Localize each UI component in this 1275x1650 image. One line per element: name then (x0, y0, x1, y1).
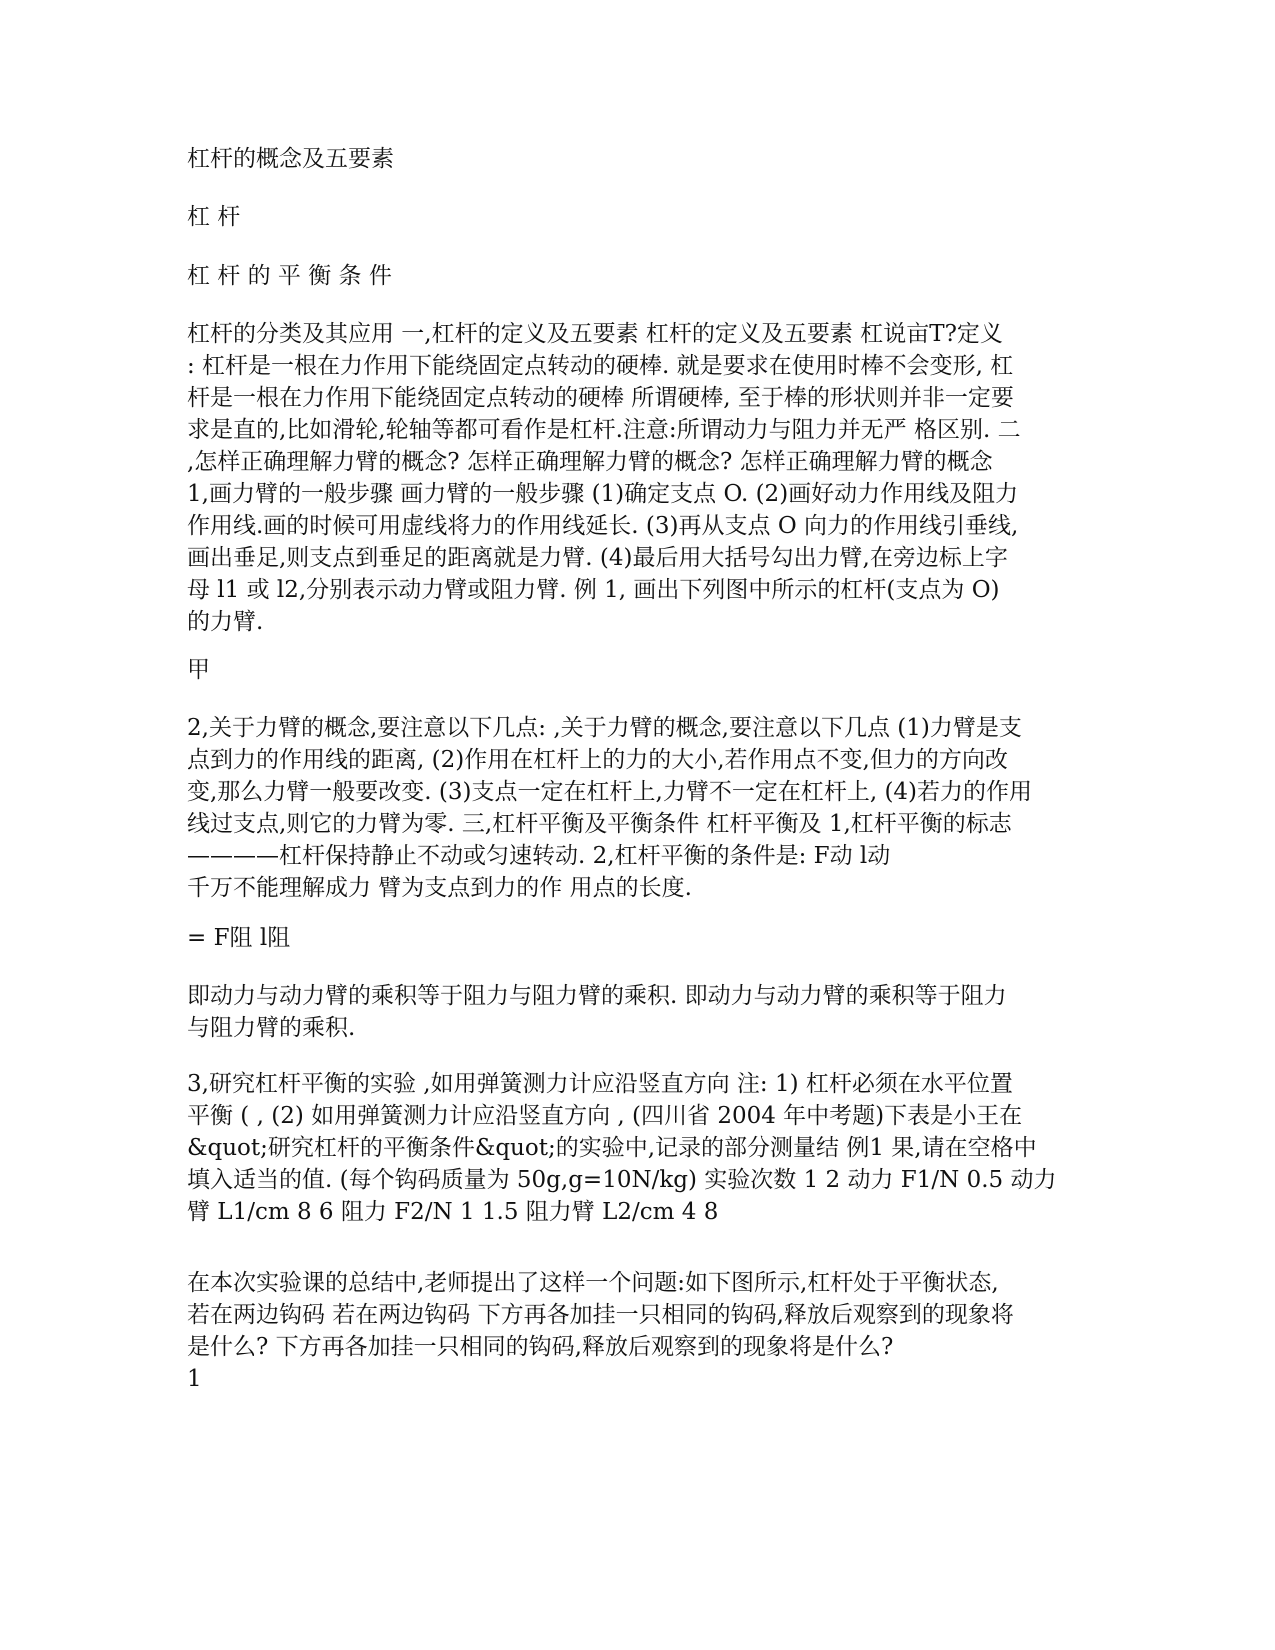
paragraph-line: 是什么? 下方再各加挂一只相同的钩码,释放后观察到的现象将是什么? (187, 1334, 894, 1360)
paragraph-line: : 杠杆是一根在力作用下能绕固定点转动的硬棒. 就是要求在使用时棒不会变形, 杠 (187, 353, 1014, 379)
paragraph-line: ,怎样正确理解力臂的概念? 怎样正确理解力臂的概念? 怎样正确理解力臂的概念 (187, 449, 993, 475)
paragraph-line: 母 l1 或 l2,分别表示动力臂或阻力臂. 例 1, 画出下列图中所示的杠杆(支点为 O) (187, 577, 1000, 603)
paragraph-line: 在本次实验课的总结中,老师提出了这样一个问题:如下图所示,杠杆处于平衡状态, (187, 1270, 999, 1296)
heading-text: 杠 杆 (187, 204, 241, 230)
page-number-text: 1 (187, 1366, 202, 1392)
paragraph-line: ————杠杆保持静止不动或匀速转动. 2,杠杆平衡的条件是: F动 l动 (187, 843, 891, 869)
paragraph-line: 杠杆的分类及其应用 一,杠杆的定义及五要素 杠杆的定义及五要素 杠说亩T?定义 (187, 321, 1003, 347)
paragraph-line: 即动力与动力臂的乘积等于阻力与阻力臂的乘积. 即动力与动力臂的乘积等于阻力 (187, 983, 1007, 1009)
paragraph-line: 3,研究杠杆平衡的实验 ,如用弹簧测力计应沿竖直方向 注: 1) 杠杆必须在水平位置 (187, 1071, 1013, 1097)
paragraph-line: 1,画力臂的一般步骤 画力臂的一般步骤 (1)确定支点 O. (2)画好动力作用线及阻力 (187, 481, 1019, 507)
paragraph-line: 若在两边钩码 若在两边钩码 下方再各加挂一只相同的钩码,释放后观察到的现象将 (187, 1302, 1014, 1328)
paragraph-definition (187, 318, 1087, 638)
paragraph-line: 变,那么力臂一般要改变. (3)支点一定在杠杆上,力臂不一定在杠杆上, (4)若力的作用 (187, 779, 1033, 805)
paragraph-line: 2,关于力臂的概念,要注意以下几点: ,关于力臂的概念,要注意以下几点 (1)力臂是支 (187, 715, 1022, 741)
paragraph-line: 平衡 ( , (2) 如用弹簧测力计应沿竖直方向 , (四川省 2004 年中考题)下表是小王在 (187, 1103, 1023, 1129)
heading-lever-concept (187, 143, 1087, 175)
heading-text: 杠杆的概念及五要素 (187, 146, 394, 172)
equation-text: = F阻 l阻 (187, 925, 291, 951)
figure-label-text: 甲 (187, 657, 210, 683)
paragraph-moment-arm-notes (187, 712, 1087, 904)
equation-resistance (187, 922, 1087, 954)
paragraph-line: 求是直的,比如滑轮,轮轴等都可看作是杠杆.注意:所谓动力与阻力并无严 格区别. 二 (187, 417, 1021, 443)
paragraph-line: 填入适当的值. (每个钩码质量为 50g,g=10N/kg) 实验次数 1 2 动力 F1/N 0.5 动力 (187, 1167, 1057, 1193)
page-number (187, 1363, 1087, 1395)
paragraph-line: 千万不能理解成力 臂为支点到力的作 用点的长度. (187, 875, 692, 901)
paragraph-line: 画出垂足,则支点到垂足的距离就是力臂. (4)最后用大括号勾出力臂,在旁边标上字 (187, 545, 1008, 571)
paragraph-experiment (187, 1068, 1087, 1228)
paragraph-line: 的力臂. (187, 609, 264, 635)
heading-lever (187, 201, 1087, 233)
paragraph-summary-question (187, 1267, 1087, 1363)
paragraph-line: 杆是一根在力作用下能绕固定点转动的硬棒 所谓硬棒, 至于棒的形状则并非一定要 (187, 385, 1014, 411)
paragraph-product-rule (187, 980, 1087, 1044)
heading-text: 杠 杆 的 平 衡 条 件 (187, 263, 392, 289)
paragraph-line: 与阻力臂的乘积. (187, 1015, 356, 1041)
figure-label-jia (187, 654, 1087, 686)
paragraph-line: &quot;研究杠杆的平衡条件&quot;的实验中,记录的部分测量结 例1 果,请在空格中 (187, 1135, 1037, 1161)
paragraph-line: 作用线.画的时候可用虚线将力的作用线延长. (3)再从支点 O 向力的作用线引垂线, (187, 513, 1019, 539)
paragraph-line: 线过支点,则它的力臂为零. 三,杠杆平衡及平衡条件 杠杆平衡及 1,杠杆平衡的标志 (187, 811, 1012, 837)
paragraph-line: 点到力的作用线的距离, (2)作用在杠杆上的力的大小,若作用点不变,但力的方向改 (187, 747, 1008, 773)
paragraph-line: 臂 L1/cm 8 6 阻力 F2/N 1 1.5 阻力臂 L2/cm 4 8 (187, 1199, 719, 1225)
heading-balance-condition (187, 260, 1087, 292)
